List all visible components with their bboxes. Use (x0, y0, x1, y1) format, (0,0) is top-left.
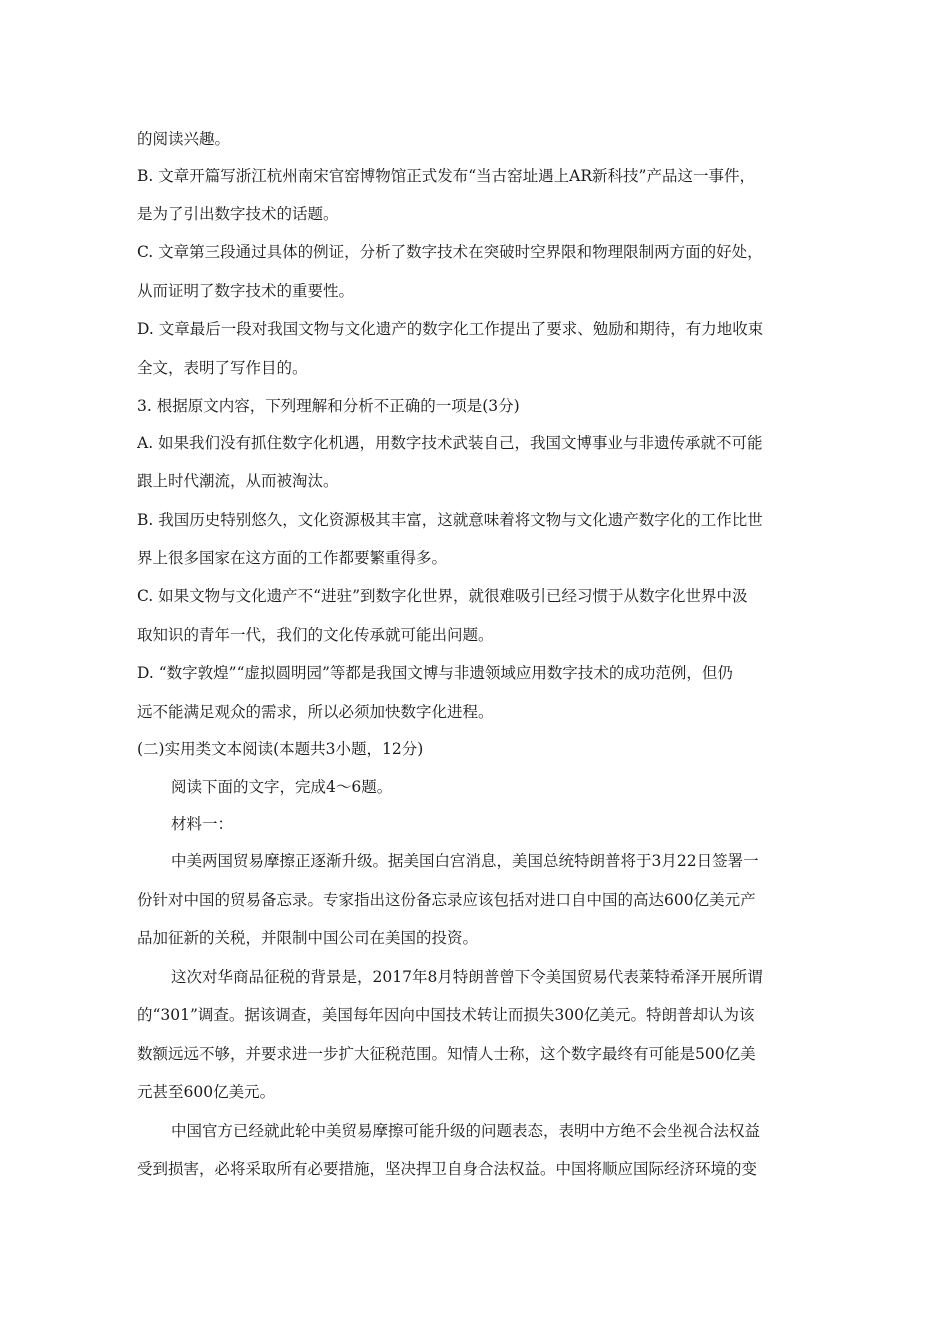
text-line: 份针对中国的贸易备忘录。专家指出这份备忘录应该包括对进口自中国的高达600亿美元产 (137, 891, 756, 909)
text-line: 数额远远不够，并要求进一步扩大征税范围。知情人士称，这个数字最终有可能是500亿美 (137, 1045, 756, 1063)
text-line: 远不能满足观众的需求，所以必须加快数字化进程。 (137, 703, 494, 721)
text-line: 的“301”调查。据该调查，美国每年因向中国技术转让而损失300亿美元。特朗普却认为该 (137, 1006, 755, 1024)
text-line: 品加征新的关税，并限制中国公司在美国的投资。 (137, 929, 479, 947)
text-line: 从而证明了数字技术的重要性。 (137, 282, 355, 300)
text-line: B. 文章开篇写浙江杭州南宋官窑博物馆正式发布“当古窑址遇上AR新科技”产品这一事件， (137, 167, 755, 185)
instruction-line: 阅读下面的文字，完成4～6题。 (171, 778, 393, 796)
material-label: 材料一： (171, 815, 234, 833)
text-line: 跟上时代潮流，从而被淘汰。 (137, 472, 339, 490)
section-heading: (二)实用类文本阅读(本题共3小题，12分) (137, 740, 424, 758)
text-line: C. 文章第三段通过具体的例证，分析了数字技术在突破时空界限和物理限制两方面的好处， (137, 243, 763, 261)
text-line: 的阅读兴趣。 (137, 130, 231, 148)
text-line: C. 如果文物与文化遗产不“进驻”到数字化世界，就很难吸引已经习惯于从数字化世界中汲 (137, 587, 748, 605)
text-line: 界上很多国家在这方面的工作都要繁重得多。 (137, 549, 448, 567)
text-line: 是为了引出数字技术的话题。 (137, 205, 339, 223)
text-line: 受到损害，必将采取所有必要措施，坚决捍卫自身合法权益。中国将顺应国际经济环境的变 (137, 1160, 758, 1178)
text-line: 元甚至600亿美元。 (137, 1083, 276, 1101)
text-line: 中美两国贸易摩擦正逐渐升级。据美国白宫消息，美国总统特朗普将于3月22日签署一 (171, 852, 759, 870)
text-line: 全文，表明了写作目的。 (137, 359, 308, 377)
text-line: 这次对华商品征税的背景是，2017年8月特朗普曾下令美国贸易代表莱特希泽开展所谓 (171, 968, 763, 986)
question-heading: 3. 根据原文内容，下列理解和分析不正确的一项是(3分) (137, 397, 520, 415)
text-line: A. 如果我们没有抓住数字化机遇，用数字技术武装自己，我国文博事业与非遗传承就不可能 (137, 434, 763, 452)
text-line: D. “数字敦煌”“虚拟圆明园”等都是我国文博与非遗领域应用数字技术的成功范例，但仍 (137, 664, 733, 682)
text-line: B. 我国历史特别悠久，文化资源极其丰富，这就意味着将文物与文化遗产数字化的工作比世 (137, 511, 763, 529)
text-line: 取知识的青年一代，我们的文化传承就可能出问题。 (137, 626, 494, 644)
text-line: 中国官方已经就此轮中美贸易摩擦可能升级的问题表态，表明中方绝不会坐视合法权益 (171, 1122, 761, 1140)
text-line: D. 文章最后一段对我国文物与文化遗产的数字化工作提出了要求、勉励和期待，有力地收束 (137, 320, 764, 338)
